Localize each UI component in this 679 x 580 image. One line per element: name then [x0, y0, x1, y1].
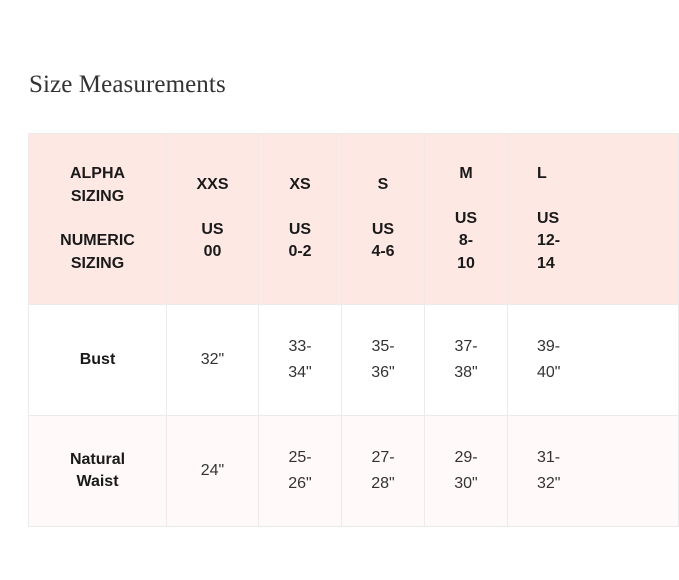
header-size-s [342, 134, 425, 305]
measurement-cell: 37- 38" [425, 305, 508, 416]
measurement-cell: 24" [167, 416, 259, 527]
alpha-size: XXS [196, 176, 229, 194]
numeric-sizing-label: NUMERIC SIZING [60, 232, 135, 272]
measurement-cell: 29- 30" [425, 416, 508, 527]
table-row-natural-waist [29, 416, 679, 527]
header-size-m [425, 134, 508, 305]
measurement-cell: 31- 32" [508, 416, 679, 527]
alpha-size: S [377, 176, 389, 194]
measurement-cell: 39- 40" [508, 305, 679, 416]
table-scroll-viewport[interactable] [28, 133, 561, 533]
alpha-size: M [459, 165, 473, 182]
measurement-cell: 35- 36" [342, 305, 425, 416]
alpha-size: XS [289, 176, 311, 194]
alpha-sizing-label: ALPHA SIZING [69, 165, 126, 205]
measurement-cell: 33- 34" [259, 305, 342, 416]
measurement-cell: 32" [167, 305, 259, 416]
row-label-bust: Bust [29, 305, 167, 416]
numeric-size: US 4-6 [371, 220, 395, 261]
size-table [28, 133, 679, 527]
header-size-xxs [167, 134, 259, 305]
alpha-size: L [537, 165, 547, 182]
measurement-cell: 27- 28" [342, 416, 425, 527]
header-size-l [508, 134, 679, 305]
table-row-bust [29, 305, 679, 416]
row-label-natural-waist: Natural Waist [29, 416, 167, 527]
numeric-size: US 8- 10 [454, 209, 478, 272]
table-header-row [29, 134, 679, 305]
page-title: Size Measurements [29, 70, 226, 98]
numeric-size: US 00 [201, 220, 224, 261]
header-label-cell [29, 134, 167, 305]
measurement-cell: 25- 26" [259, 416, 342, 527]
numeric-size: US 0-2 [288, 220, 312, 261]
numeric-size: US 12- 14 [537, 209, 561, 272]
header-size-xs [259, 134, 342, 305]
